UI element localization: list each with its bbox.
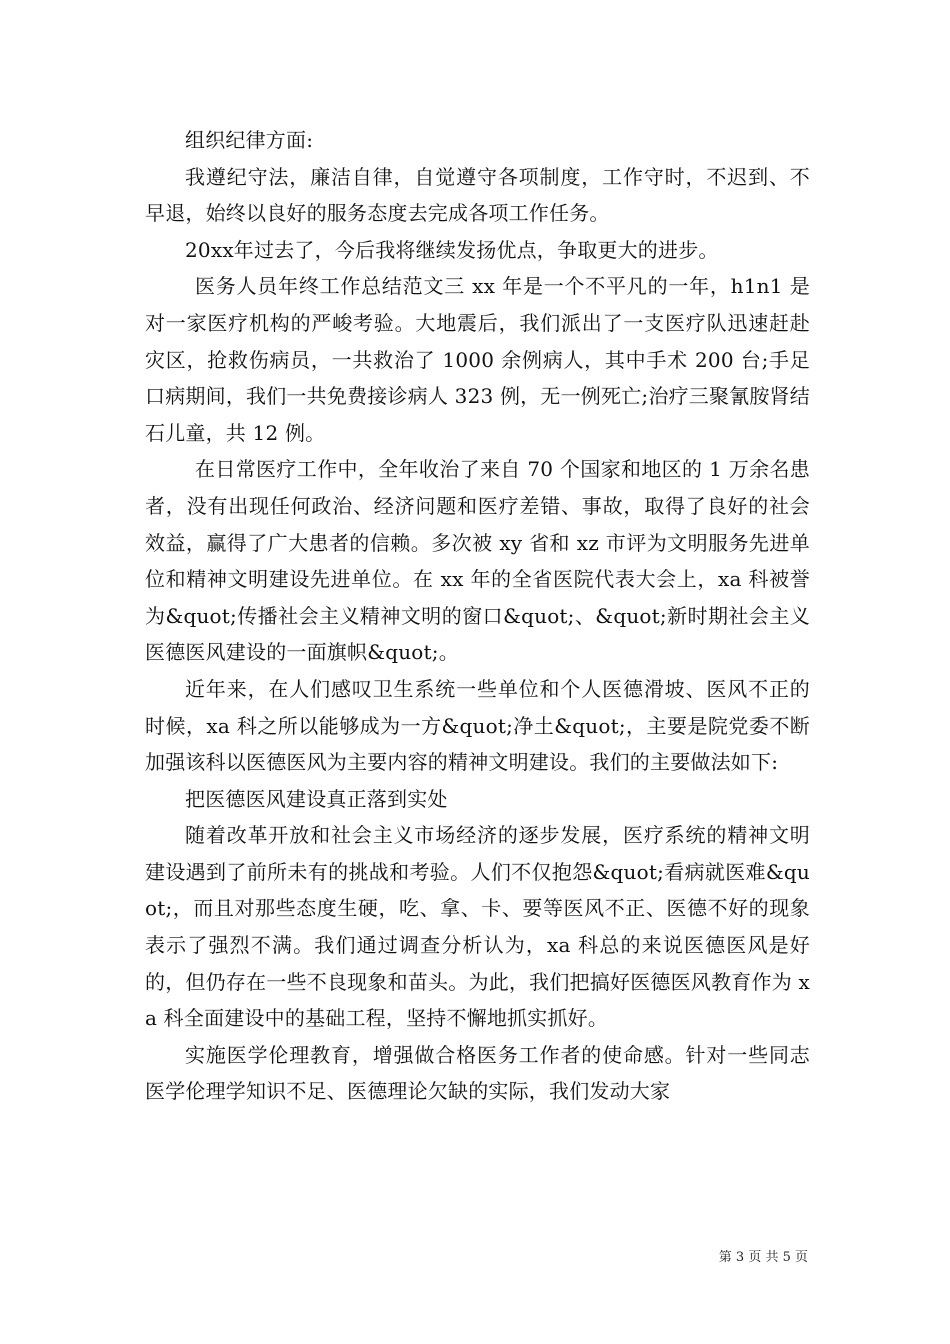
paragraph-discipline-heading: 组织纪律方面:: [185, 128, 314, 152]
paragraph-year-summary: 20xx年过去了，今后我将继续发扬优点，争取更大的进步。: [185, 237, 719, 262]
paragraph-daily-work: 在日常医疗工作中，全年收治了来自 70 个国家和地区的 1 万余名患者，没有出现任何政治、经济问题和医疗差错、事故，取得了良好的社会效益，赢得了广大患者的信赖。多次被 xy 省和 xz 市评为文明服务先进单位和精神文明建设先进单位。在 xx 年的全省医院代表大会上，xa 科被誉为&quot;传播社会主义精神文明的窗口&quot;、&quot;新时期社会主义医德医风建设的一面旗帜&quot;。: [145, 457, 810, 665]
page-number: 第 3 页 共 5 页: [718, 1250, 808, 1265]
paragraph-recent-years: 近年来，在人们感叹卫生系统一些单位和个人医德滑坡、医风不正的时候，xa 科之所以能够成为一方&quot;净土&quot;，主要是院党委不断加强该科以医德医风为主要内容的精神文明建设。我们的主要做法如下:: [145, 676, 810, 775]
paragraph-discipline-text: 我遵纪守法，廉洁自律，自觉遵守各项制度，工作守时，不迟到、不早退，始终以良好的服务态度去完成各项工作任务。: [145, 164, 810, 226]
document-body: [145, 122, 810, 1110]
paragraph-section-heading: 把医德医风建设真正落到实处: [185, 786, 448, 811]
paragraph-sample-three: 医务人员年终工作总结范文三 xx 年是一个不平凡的一年，h1n1 是对一家医疗机构的严峻考验。大地震后，我们派出了一支医疗队迅速赶赴灾区，抢救伤病员，一共救治了 1000 余例病人，其中手术 200 台;手足口病期间，我们一共免费接诊病人 323 例，无一例死亡;治疗三聚氰胺肾结石儿童，共 12 例。: [145, 274, 810, 445]
paragraph-ethics-education: 实施医学伦理教育，增强做合格医务工作者的使命感。针对一些同志医学伦理学知识不足、医德理论欠缺的实际，我们发动大家: [145, 1042, 810, 1104]
paragraph-reform: 随着改革开放和社会主义市场经济的逐步发展，医疗系统的精神文明建设遇到了前所未有的挑战和考验。人们不仅抱怨&quot;看病就医难&quot;，而且对那些态度生硬，吃、拿、卡、要等医风不正、医德不好的现象表示了强烈不满。我们通过调查分析认为，xa 科总的来说医德医风是好的，但仍存在一些不良现象和苗头。为此，我们把搞好医德医风教育作为 xa 科全面建设中的基础工程，坚持不懈地抓实抓好。: [145, 823, 810, 1031]
